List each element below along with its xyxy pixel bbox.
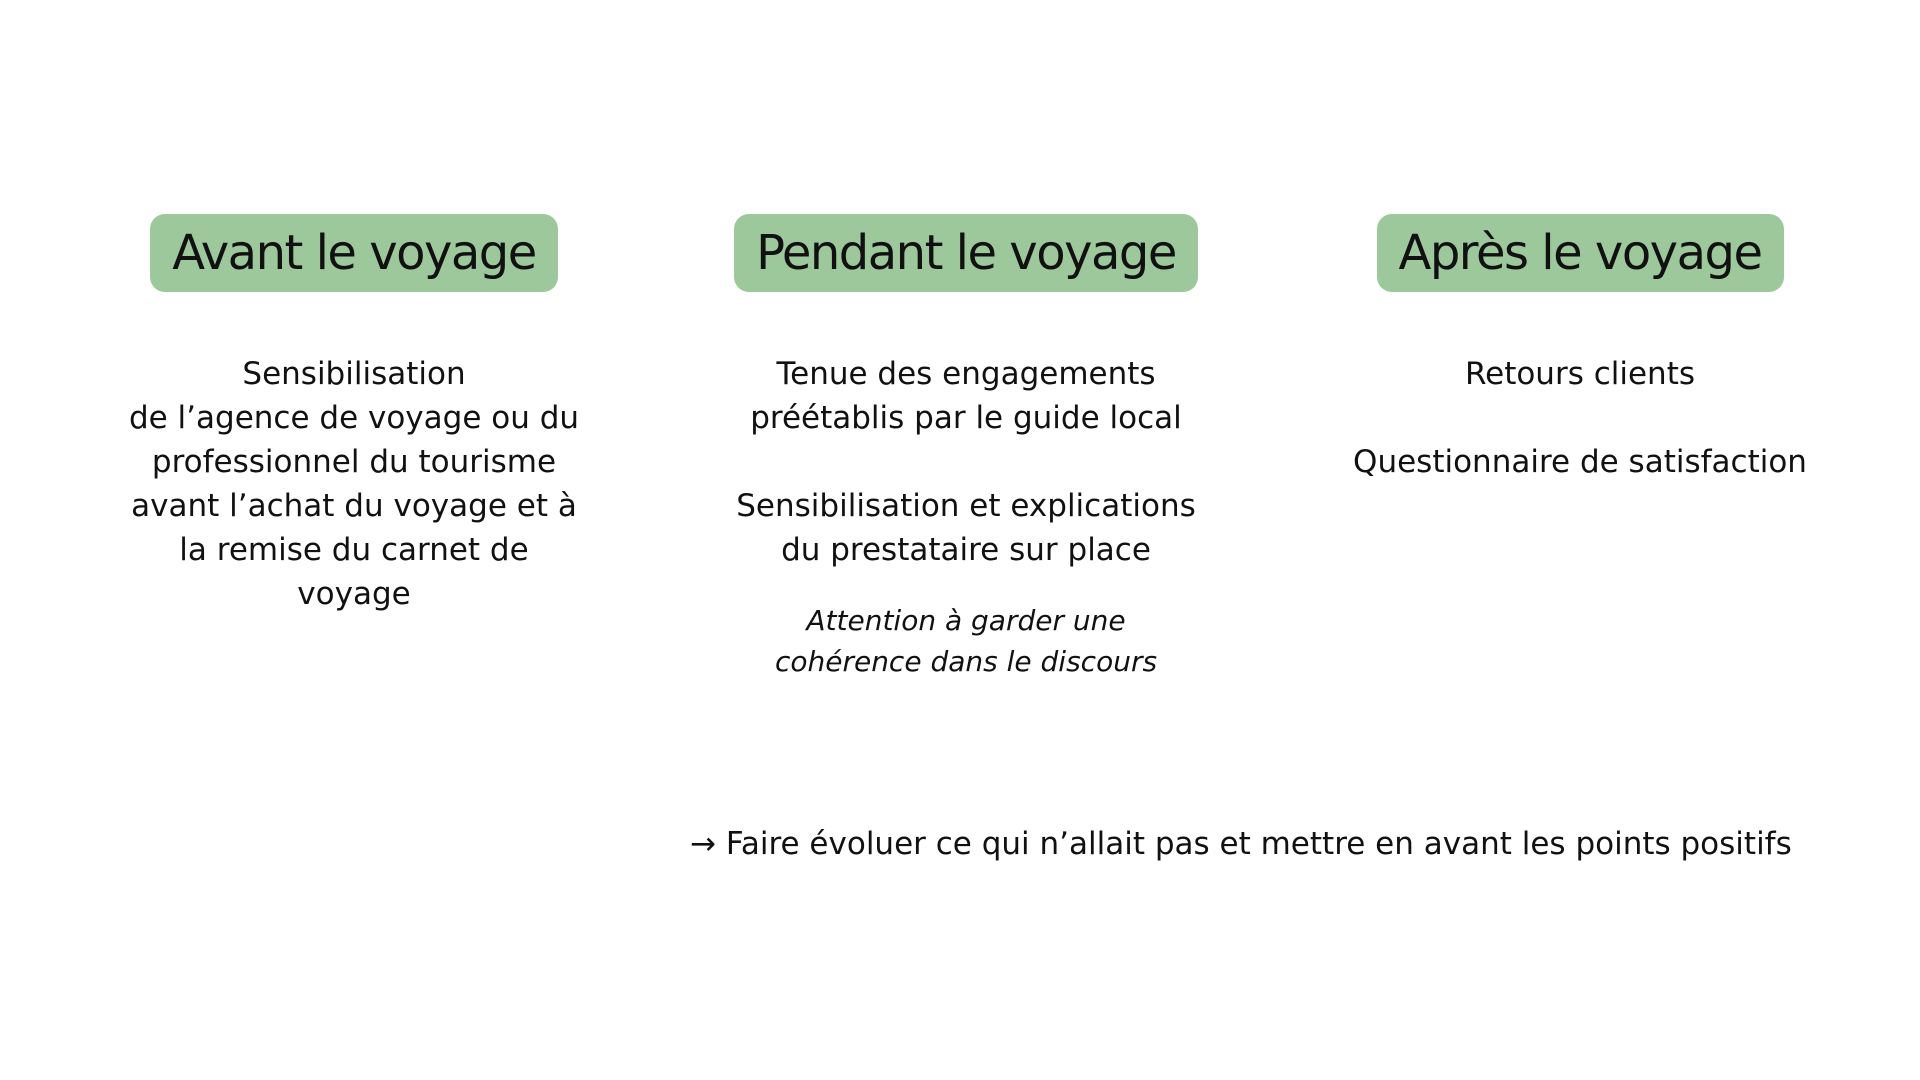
phase-after-header: Après le voyage [1377,214,1784,292]
phase-before-column [104,214,604,616]
phase-before-line: professionnel du tourisme [151,444,557,480]
phase-after-survey: Questionnaire de satisfaction [1353,444,1807,480]
phase-before-body [129,352,579,616]
phase-during-header: Pendant le voyage [734,214,1198,292]
conclusion-line [690,822,1870,866]
phase-during-commitments-line: préétablis par le guide local [750,400,1182,436]
phase-before-header: Avant le voyage [150,214,558,292]
phase-before-line: voyage [297,576,411,612]
paragraph-spacer [1353,396,1807,440]
phase-during-note-line: Attention à garder une [806,604,1126,637]
phase-before-line: la remise du carnet de [179,532,529,568]
phase-during-column [716,214,1216,682]
phase-after-column [1330,214,1830,484]
phase-before-line: de l’agence de voyage ou du [128,400,580,436]
phase-after-body [1353,352,1807,484]
phase-during-body [736,352,1196,682]
phase-before-line: avant l’achat du voyage et à [131,488,577,524]
paragraph-spacer [736,440,1196,484]
conclusion-text: Faire évoluer ce qui n’allait pas et mettre en avant les points positifs [725,826,1792,862]
phase-during-note [736,600,1196,682]
right-arrow-icon: → [690,826,716,862]
phase-during-commitments-line: Tenue des engagements [776,356,1156,392]
phase-after-feedback: Retours clients [1464,356,1696,392]
phase-during-awareness-line: du prestataire sur place [781,532,1151,568]
phase-before-line: Sensibilisation [242,356,466,392]
phase-during-awareness-line: Sensibilisation et explications [736,488,1196,524]
phase-during-note-line: cohérence dans le discours [774,645,1158,678]
